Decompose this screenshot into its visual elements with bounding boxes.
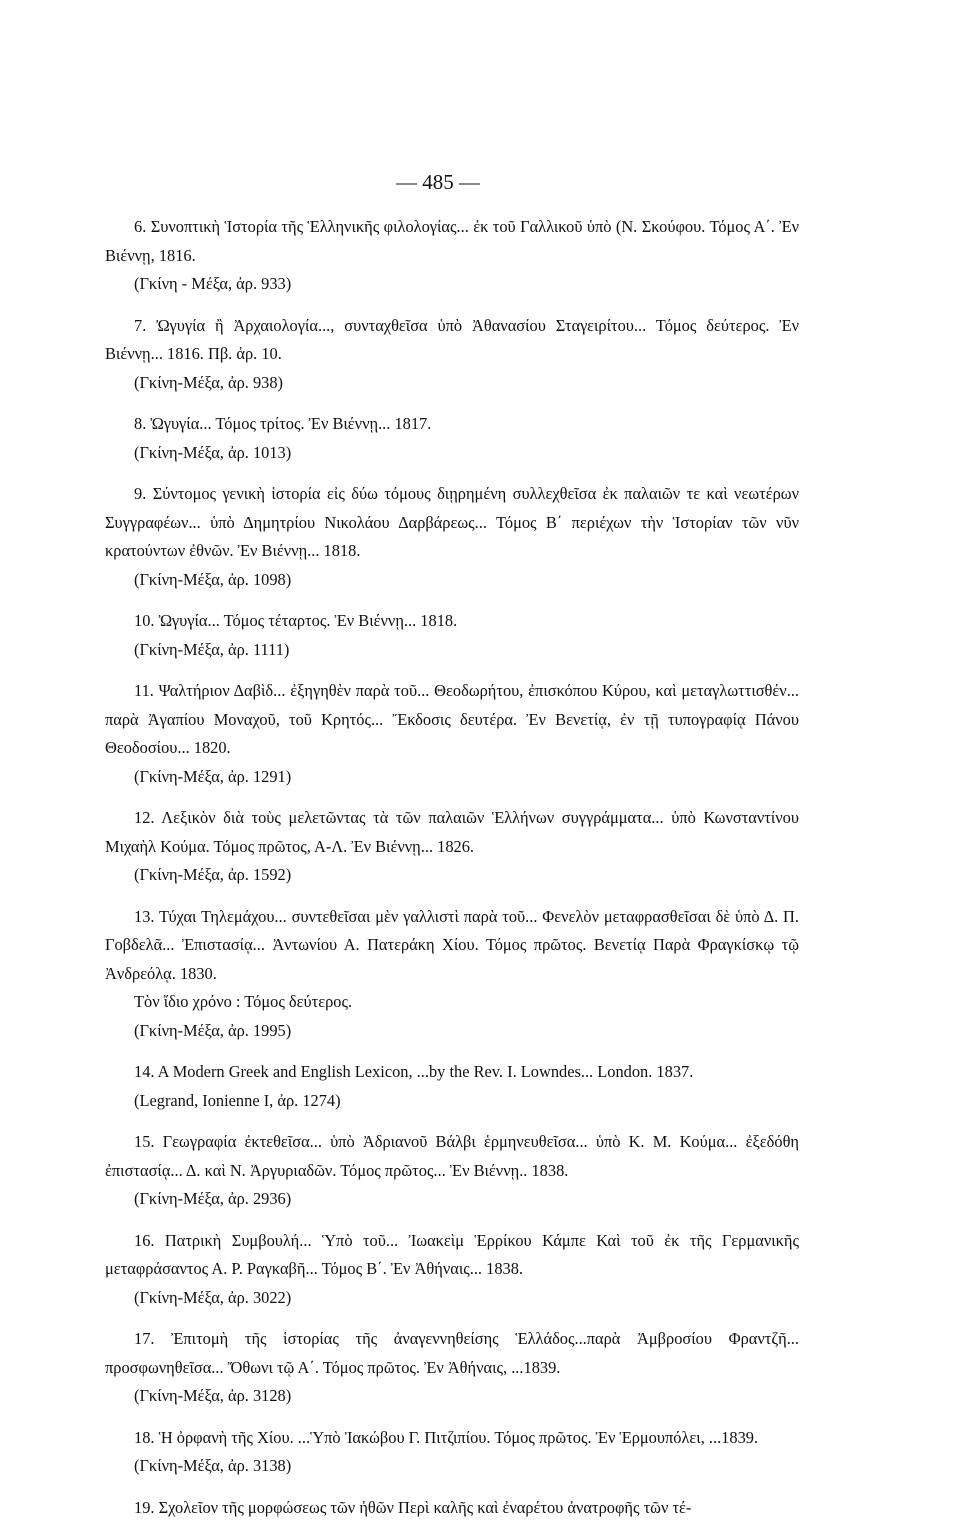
- entry-text: 6. Συνοπτικὴ Ἱστορία τῆς Ἑλληνικῆς φιλολογίας... ἐκ τοῦ Γαλλικοῦ ὑπὸ (Ν. Σκούφου. Τόμος Α΄. Ἐν Βιέννῃ, 1816.: [105, 217, 799, 265]
- entry-reference: (Γκίνη-Μέξα, ἀρ. 1111): [134, 639, 290, 659]
- entry-9: [105, 480, 799, 594]
- entry-16: [105, 1227, 799, 1313]
- entry-12: [105, 804, 799, 890]
- entry-reference: (Γκίνη-Μέξα, ἀρ. 3022): [134, 1287, 292, 1307]
- entry-text: 14. A Modern Greek and English Lexicon, ...by the Rev. I. Lowndes... London. 1837.: [134, 1062, 694, 1081]
- entry-text: 13. Τύχαι Τηλεμάχου... συντεθεῖσαι μὲν γαλλιστὶ παρὰ τοῦ... Φενελὸν μεταφρασθεῖσαι δὲ ὑπὸ Δ. Π. Γοβδελᾶ... Ἐπιστασίᾳ... Ἀντωνίου Α. Πατεράκη Χίου. Τόμος πρῶτος. Βενετίᾳ Παρὰ Φραγκίσκῳ τῷ Ἀνδρεόλᾳ. 1830.: [105, 906, 799, 983]
- entry-11: [105, 677, 799, 791]
- entry-text: 8. Ὠγυγία... Τόμος τρίτος. Ἐν Βιέννῃ... 1817.: [134, 414, 432, 433]
- entry-text: 12. Λεξικὸν διὰ τοὺς μελετῶντας τὰ τῶν παλαιῶν Ἑλλήνων συγγράμματα... ὑπὸ Κωνσταντίνου Μιχαὴλ Κούμα. Τόμος πρῶτος, Α-Λ. Ἐν Βιέννῃ... 1826.: [105, 808, 799, 856]
- entry-10: [105, 607, 799, 664]
- entry-19: [105, 1494, 799, 1523]
- entry-text: 17. Ἐπιτομὴ τῆς ἱστορίας τῆς ἀναγεννηθείσης Ἑλλάδος...παρὰ Ἀμβροσίου Φραντζῆ... προσφωνηθεῖσα... Ὄθωνι τῷ Α΄. Τόμος πρῶτος. Ἐν Ἀθήναις, ...1839.: [105, 1329, 799, 1377]
- entry-reference: (Γκίνη-Μέξα, ἀρ. 3128): [134, 1386, 292, 1405]
- page-number: — 485 —: [396, 170, 480, 194]
- entry-reference: (Γκίνη-Μέξα, ἀρ. 2936): [134, 1189, 292, 1208]
- entry-additional-line: Τὸν ἴδιο χρόνο : Τόμος δεύτερος.: [134, 992, 353, 1011]
- entry-text: 7. Ὠγυγία ἢ Ἀρχαιολογία..., συνταχθεῖσα ὑπὸ Ἀθανασίου Σταγειρίτου... Τόμος δεύτερος. Ἐν Βιέννῃ... 1816. Πβ. ἀρ. 10.: [105, 315, 799, 363]
- entry-reference: (Γκίνη-Μέξα, ἀρ. 938): [134, 372, 283, 392]
- entry-18: [105, 1424, 799, 1481]
- entry-text: 15. Γεωγραφία ἐκτεθεῖσα... ὑπὸ Ἀδριανοῦ Βάλβι ἑρμηνευθεῖσα... ὑπὸ Κ. Μ. Κούμα... ἐξεδόθη ἐπιστασίᾳ... Δ. καὶ Ν. Ἀργυριαδῶν. Τόμος πρῶτος... Ἐν Βιέννῃ.. 1838.: [105, 1132, 799, 1180]
- entry-13: [105, 903, 799, 1046]
- entry-17: [105, 1325, 799, 1411]
- entry-reference: (Γκίνη-Μέξα, ἀρ. 1013): [134, 442, 292, 462]
- entry-15: [105, 1128, 799, 1214]
- entry-reference: (Γκίνη-Μέξα, ἀρ. 1098): [134, 569, 292, 589]
- entry-reference: (Γκίνη-Μέξα, ἀρ. 1291): [134, 766, 292, 786]
- entry-text: 11. Ψαλτήριον Δαβὶδ... ἐξηγηθὲν παρὰ τοῦ... Θεοδωρήτου, ἐπισκόπου Κύρου, καὶ μεταγλωττισθέν... παρὰ Ἀγαπίου Μοναχοῦ, τοῦ Κρητός... Ἔκδοσις δευτέρα. Ἐν Βενετίᾳ, ἐν τῇ τυπογραφίᾳ Πάνου Θεοδοσίου... 1820.: [105, 681, 799, 757]
- entry-text: 18. Ἡ ὀρφανὴ τῆς Χίου. ...Ὑπὸ Ἰακώβου Γ. Πιτζιπίου. Τόμος πρῶτος. Ἐν Ἑρμουπόλει, ...1839.: [134, 1427, 759, 1447]
- bibliography-list: [105, 213, 799, 1535]
- entry-8: [105, 410, 799, 467]
- entry-text: 10. Ὠγυγία... Τόμος τέταρτος. Ἐν Βιέννῃ... 1818.: [134, 611, 458, 630]
- entry-reference: (Γκίνη-Μέξα, ἀρ. 3138): [134, 1456, 292, 1475]
- entry-reference: (Legrand, Ionienne I, ἀρ. 1274): [134, 1090, 341, 1110]
- entry-reference: (Γκίνη-Μέξα, ἀρ. 1592): [134, 865, 292, 884]
- entry-reference: (Γκίνη - Μέξα, ἀρ. 933): [134, 274, 292, 293]
- entry-text: 19. Σχολεῖον τῆς μορφώσεως τῶν ἠθῶν Περὶ καλῆς καὶ ἐναρέτου ἀνατροφῆς τῶν τέ-: [134, 1497, 692, 1517]
- entry-reference: (Γκίνη-Μέξα, ἀρ. 1995): [134, 1020, 292, 1040]
- entry-text: 9. Σύντομος γενικὴ ἱστορία εἰς δύω τόμους διῃρημένη συλλεχθεῖσα ἐκ παλαιῶν τε καὶ νεωτέρων Συγγραφέων... ὑπὸ Δημητρίου Νικολάου Δαρβάρεως... Τόμος Β΄ περιέχων τὴν Ἱστορίαν τῶν νῦν κρατούντων ἐθνῶν. Ἐν Βιέννῃ... 1818.: [105, 484, 799, 560]
- entry-7: [105, 312, 799, 398]
- entry-14: [105, 1058, 799, 1115]
- entry-text: 16. Πατρικὴ Συμβουλή... Ὑπὸ τοῦ... Ἰωακεὶμ Ἑρρίκου Κάμπε Καὶ τοῦ ἐκ τῆς Γερμανικῆς μεταφράσαντος Α. Ρ. Ραγκαβῆ... Τόμος Β΄. Ἐν Ἀθήναις... 1838.: [105, 1230, 799, 1278]
- entry-6: [105, 213, 799, 299]
